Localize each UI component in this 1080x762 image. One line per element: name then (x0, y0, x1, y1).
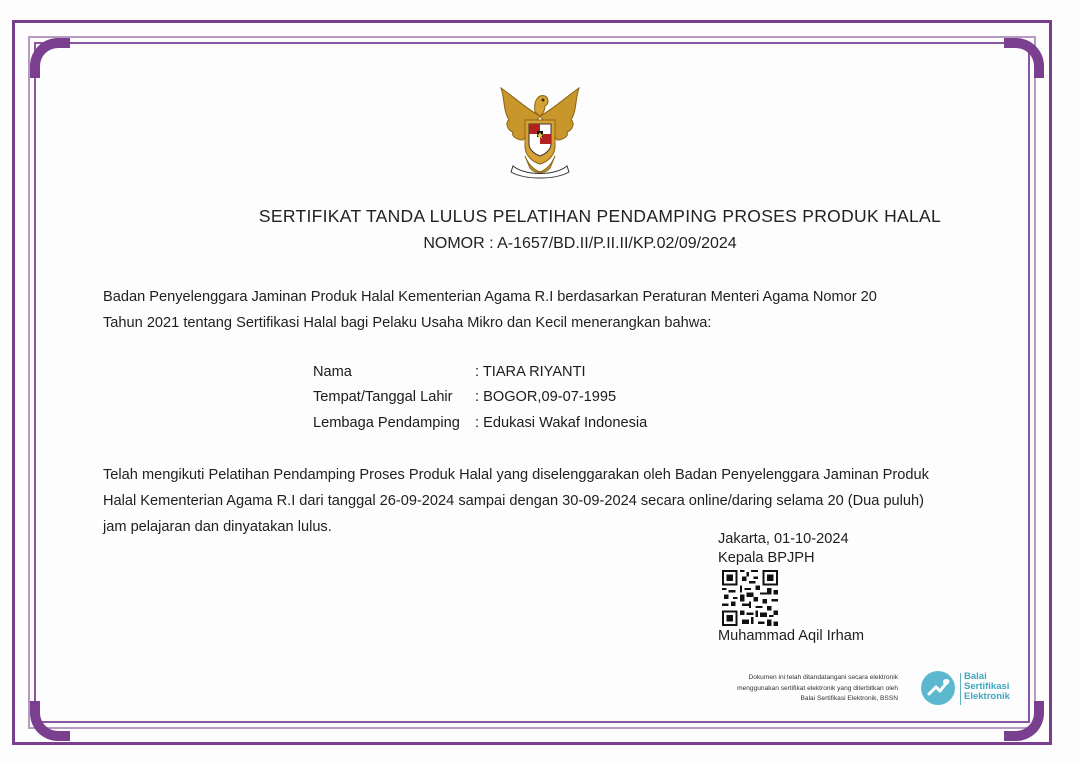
intro-line: Badan Penyelenggara Jaminan Produk Halal Kementerian Agama R.I berdasarkan Peraturan Menteri Agama Nomor 20 (103, 289, 877, 305)
field-value: : TIARA RIYANTI (475, 364, 586, 380)
bsre-divider (960, 673, 961, 705)
bsre-logo-text (964, 672, 1010, 702)
certificate-number: NOMOR : A-1657/BD.II/P.II.II/KP.02/09/2024 (423, 235, 737, 252)
signature-position: Kepala BPJPH (718, 550, 815, 566)
intro-line: Tahun 2021 tentang Sertifikasi Halal bagi Pelaku Usaha Mikro dan Kecil menerangkan bahwa: (103, 315, 712, 331)
field-label: Tempat/Tanggal Lahir (313, 389, 453, 405)
field-label: Lembaga Pendamping (313, 415, 460, 431)
field-value: : BOGOR,09-07-1995 (475, 389, 617, 405)
electronic-signature-note (660, 673, 898, 705)
body-line: Halal Kementerian Agama R.I dari tanggal 26-09-2024 sampai dengan 30-09-2024 secara online/daring selama 20 (Dua puluh) (103, 493, 925, 509)
certificate-title: SERTIFIKAT TANDA LULUS PELATIHAN PENDAMPING PROSES PRODUK HALAL (258, 206, 942, 226)
note-line: menggunakan sertifikat elektronik yang diterbitkan oleh (737, 684, 898, 692)
signature-place-date: Jakarta, 01-10-2024 (718, 531, 849, 547)
field-label: Nama (313, 364, 352, 380)
note-line: Dokumen ini telah ditandatangani secara elektronik (748, 674, 898, 681)
bsre-text-line: Elektronik (964, 691, 1010, 702)
intro-paragraph (103, 284, 993, 336)
note-line: Balai Sertifikasi Elektronik, BSSN (800, 695, 898, 703)
body-line: jam pelajaran dan dinyatakan lulus. (103, 519, 332, 535)
field-row-name (313, 364, 586, 388)
garuda-pancasila-emblem-icon (495, 86, 585, 180)
bsre-text-line: Balai (964, 671, 987, 682)
bsre-logo-icon (920, 670, 956, 706)
field-row-birth (313, 389, 616, 413)
field-value: : Edukasi Wakaf Indonesia (475, 415, 648, 431)
field-row-institution (313, 415, 647, 439)
body-paragraph (103, 462, 993, 540)
qr-code-icon (722, 570, 778, 626)
signatory-name: Muhammad Aqil Irham (718, 628, 864, 644)
bsre-text-line: Sertifikasi (964, 681, 1010, 692)
body-line: Telah mengikuti Pelatihan Pendamping Proses Produk Halal yang diselenggarakan oleh Badan Penyelenggara Jaminan Produk (103, 467, 929, 483)
